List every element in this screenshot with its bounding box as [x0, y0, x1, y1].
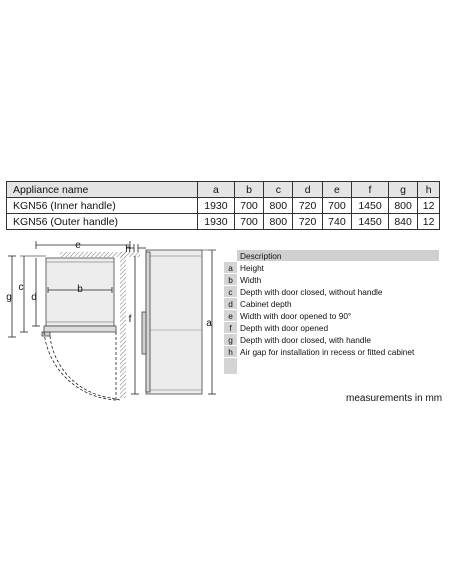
label-g: g: [6, 292, 12, 303]
appliance-name-cell: KGN56 (Outer handle): [7, 214, 198, 230]
legend-table: [224, 250, 439, 375]
legend-item: [224, 334, 439, 346]
cabinet-side-body: [146, 250, 202, 394]
table-cell: 1450: [352, 214, 389, 230]
table-cell: 700: [322, 198, 351, 214]
legend-text: Width: [237, 274, 439, 286]
table-cell: 720: [293, 214, 322, 230]
table-cell: 700: [234, 198, 263, 214]
table-cell: 720: [293, 198, 322, 214]
legend-key-blank: [224, 358, 237, 375]
door-swing-arc: [44, 332, 116, 400]
label-f: f: [128, 314, 132, 325]
header-cell: f: [352, 182, 389, 198]
side-handle: [142, 312, 146, 354]
label-d: d: [31, 292, 37, 303]
legend-item: [224, 262, 439, 274]
header-cell: g: [388, 182, 417, 198]
table-cell: 1930: [198, 198, 235, 214]
table-cell: 12: [418, 214, 440, 230]
label-e: e: [75, 240, 81, 251]
table-cell: 800: [264, 214, 293, 230]
door-closed: [44, 326, 116, 332]
legend-text: Depth with door closed, without handle: [237, 286, 439, 298]
header-cell: d: [293, 182, 322, 198]
label-a: a: [206, 318, 212, 329]
header-cell: h: [418, 182, 440, 198]
legend-title: Description: [237, 250, 439, 262]
legend-item: [224, 322, 439, 334]
header-cell: c: [264, 182, 293, 198]
legend-item: [224, 298, 439, 310]
legend-key: h: [224, 346, 237, 358]
legend-key: b: [224, 274, 237, 286]
table-cell: 800: [388, 198, 417, 214]
legend-text: Height: [237, 262, 439, 274]
table-cell: 700: [234, 214, 263, 230]
label-h: h: [125, 244, 131, 255]
legend-spacer: [224, 358, 439, 375]
legend-item: [224, 274, 439, 286]
label-b: b: [77, 284, 83, 295]
legend-text: Width with door opened to 90°: [237, 310, 439, 322]
legend-key: a: [224, 262, 237, 274]
table-cell: 800: [264, 198, 293, 214]
header-cell: b: [234, 182, 263, 198]
legend-key: e: [224, 310, 237, 322]
legend-text: Air gap for installation in recess or fitted cabinet: [237, 346, 439, 358]
table-cell: 1450: [352, 198, 389, 214]
handle: [42, 332, 50, 336]
top-view: [8, 241, 140, 402]
legend-key: c: [224, 286, 237, 298]
legend-item: [224, 286, 439, 298]
header-cell: Appliance name: [7, 182, 198, 198]
legend-item: [224, 310, 439, 322]
legend-text: Depth with door opened: [237, 322, 439, 334]
legend-header: [224, 250, 439, 262]
header-cell: a: [198, 182, 235, 198]
legend-key: g: [224, 334, 237, 346]
legend-text: Depth with door closed, with handle: [237, 334, 439, 346]
legend-key: d: [224, 298, 237, 310]
side-view: [128, 250, 216, 394]
table-cell: 840: [388, 214, 417, 230]
table-cell: 740: [322, 214, 351, 230]
units-note: measurements in mm: [346, 393, 443, 404]
door-edge-side: [146, 252, 150, 392]
legend-key: f: [224, 322, 237, 334]
header-cell: e: [322, 182, 351, 198]
legend-item: [224, 346, 439, 358]
label-c: c: [18, 282, 24, 293]
table-cell: 12: [418, 198, 440, 214]
appliance-name-cell: KGN56 (Inner handle): [7, 198, 198, 214]
legend-text-blank: [237, 358, 439, 375]
legend-text: Cabinet depth: [237, 298, 439, 310]
legend-key-blank: [224, 250, 237, 262]
table-cell: 1930: [198, 214, 235, 230]
wall-side: [120, 252, 126, 398]
